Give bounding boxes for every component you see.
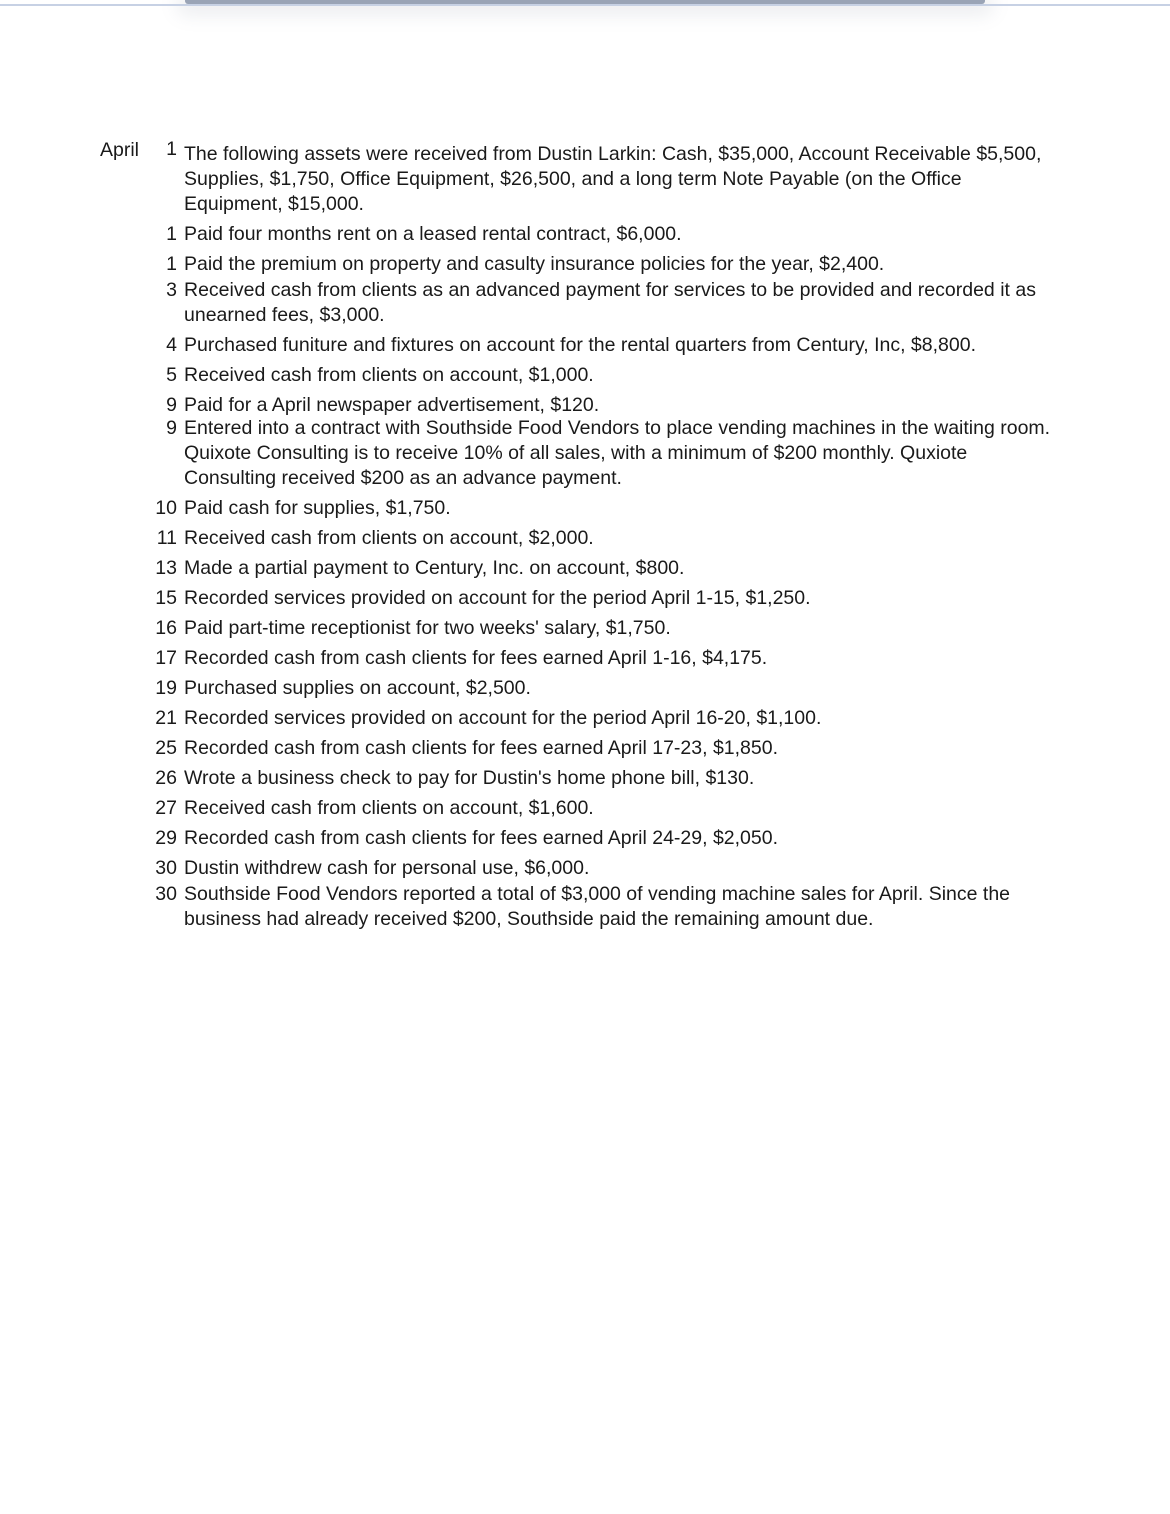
entry-text: Southside Food Vendors reported a total of $3,000 of vending machine sales for April. Since the business had already received $200, Southside paid the remaining amount due. (184, 883, 1011, 930)
entry-day: 21 (155, 707, 177, 729)
entry-day: 29 (155, 827, 177, 849)
entry-text: Received cash from clients on account, $1,600. (184, 797, 594, 819)
entry-day: 9 (166, 417, 177, 439)
entry-day: 10 (155, 497, 177, 519)
entry-text: Recorded services provided on account for the period April 1-15, $1,250. (184, 587, 811, 609)
entry-day: 30 (155, 857, 177, 879)
entry-text: Recorded cash from cash clients for fees earned April 1-16, $4,175. (184, 647, 768, 669)
transaction-entry (148, 856, 1068, 881)
transaction-entry (148, 252, 1068, 277)
transaction-entry (148, 526, 1068, 551)
entry-day: 13 (155, 557, 177, 579)
entry-text: Paid cash for supplies, $1,750. (184, 497, 451, 519)
entry-text: Received cash from clients on account, $1,000. (184, 364, 594, 386)
entry-text: Wrote a business check to pay for Dustin's home phone bill, $130. (184, 767, 755, 789)
transaction-entry (148, 416, 1068, 491)
entry-text: Entered into a contract with Southside Food Vendors to place vending machines in the waiting room. Quixote Consulting is to receive 10% of all sales, with a minimum of $200 monthly. Quxiote Consulting received $200 as an advance payment. (184, 417, 1051, 489)
transaction-entry (148, 363, 1068, 388)
entry-day: 15 (155, 587, 177, 609)
entry-text: Dustin withdrew cash for personal use, $6,000. (184, 857, 590, 879)
entry-text: Received cash from clients on account, $2,000. (184, 527, 594, 549)
entry-text: Recorded services provided on account for the period April 16-20, $1,100. (184, 707, 822, 729)
entry-day: 19 (155, 677, 177, 699)
entry-text: The following assets were received from Dustin Larkin: Cash, $35,000, Account Receivable $5,500, Supplies, $1,750, Office Equipment, $26,500, and a long term Note Payable (on the Office Equipment, $15,000. (184, 143, 1042, 215)
transaction-list (148, 138, 1068, 932)
transaction-entry (148, 586, 1068, 611)
entry-day: 1 (166, 253, 177, 275)
entry-text: Received cash from clients as an advanced payment for services to be provided and recorded it as unearned fees, $3,000. (184, 279, 1036, 326)
entry-day: 5 (166, 364, 177, 386)
entry-text: Purchased funiture and fixtures on account for the rental quarters from Century, Inc, $8,800. (184, 334, 976, 356)
transaction-entry (148, 496, 1068, 521)
entry-day: 25 (155, 737, 177, 759)
top-divider (0, 4, 1170, 6)
transaction-entry (148, 393, 1068, 418)
entry-day: 30 (155, 883, 177, 905)
transaction-entry (148, 556, 1068, 581)
entry-day: 9 (166, 394, 177, 416)
transaction-entry (148, 222, 1068, 247)
entry-text: Made a partial payment to Century, Inc. on account, $800. (184, 557, 685, 579)
entry-text: Paid part-time receptionist for two weeks' salary, $1,750. (184, 617, 671, 639)
transaction-entry (148, 646, 1068, 671)
entry-day: 3 (166, 279, 177, 301)
transaction-entry (148, 706, 1068, 731)
transaction-entry (148, 278, 1068, 328)
entry-text: Recorded cash from cash clients for fees earned April 17-23, $1,850. (184, 737, 778, 759)
entry-day: 1 (166, 223, 177, 245)
entry-text: Recorded cash from cash clients for fees earned April 24-29, $2,050. (184, 827, 778, 849)
transaction-entry (148, 882, 1068, 932)
entry-text: Purchased supplies on account, $2,500. (184, 677, 531, 699)
transaction-entry (148, 796, 1068, 821)
transaction-entry (148, 138, 1068, 217)
entry-text: Paid for a April newspaper advertisement, $120. (184, 394, 600, 416)
entry-day: 27 (155, 797, 177, 819)
entry-day: 4 (166, 334, 177, 356)
entry-day: 1 (166, 138, 177, 160)
entry-day: 26 (155, 767, 177, 789)
transaction-entry (148, 333, 1068, 358)
transaction-entry (148, 676, 1068, 701)
entry-day: 11 (156, 527, 177, 549)
transaction-entry (148, 736, 1068, 761)
transaction-entry (148, 616, 1068, 641)
entry-text: Paid the premium on property and casulty insurance policies for the year, $2,400. (184, 253, 885, 275)
entry-day: 16 (155, 617, 177, 639)
transaction-entry (148, 766, 1068, 791)
month-label: April (100, 139, 140, 161)
entry-day: 17 (155, 647, 177, 669)
entry-text: Paid four months rent on a leased rental contract, $6,000. (184, 223, 682, 245)
transaction-entry (148, 826, 1068, 851)
